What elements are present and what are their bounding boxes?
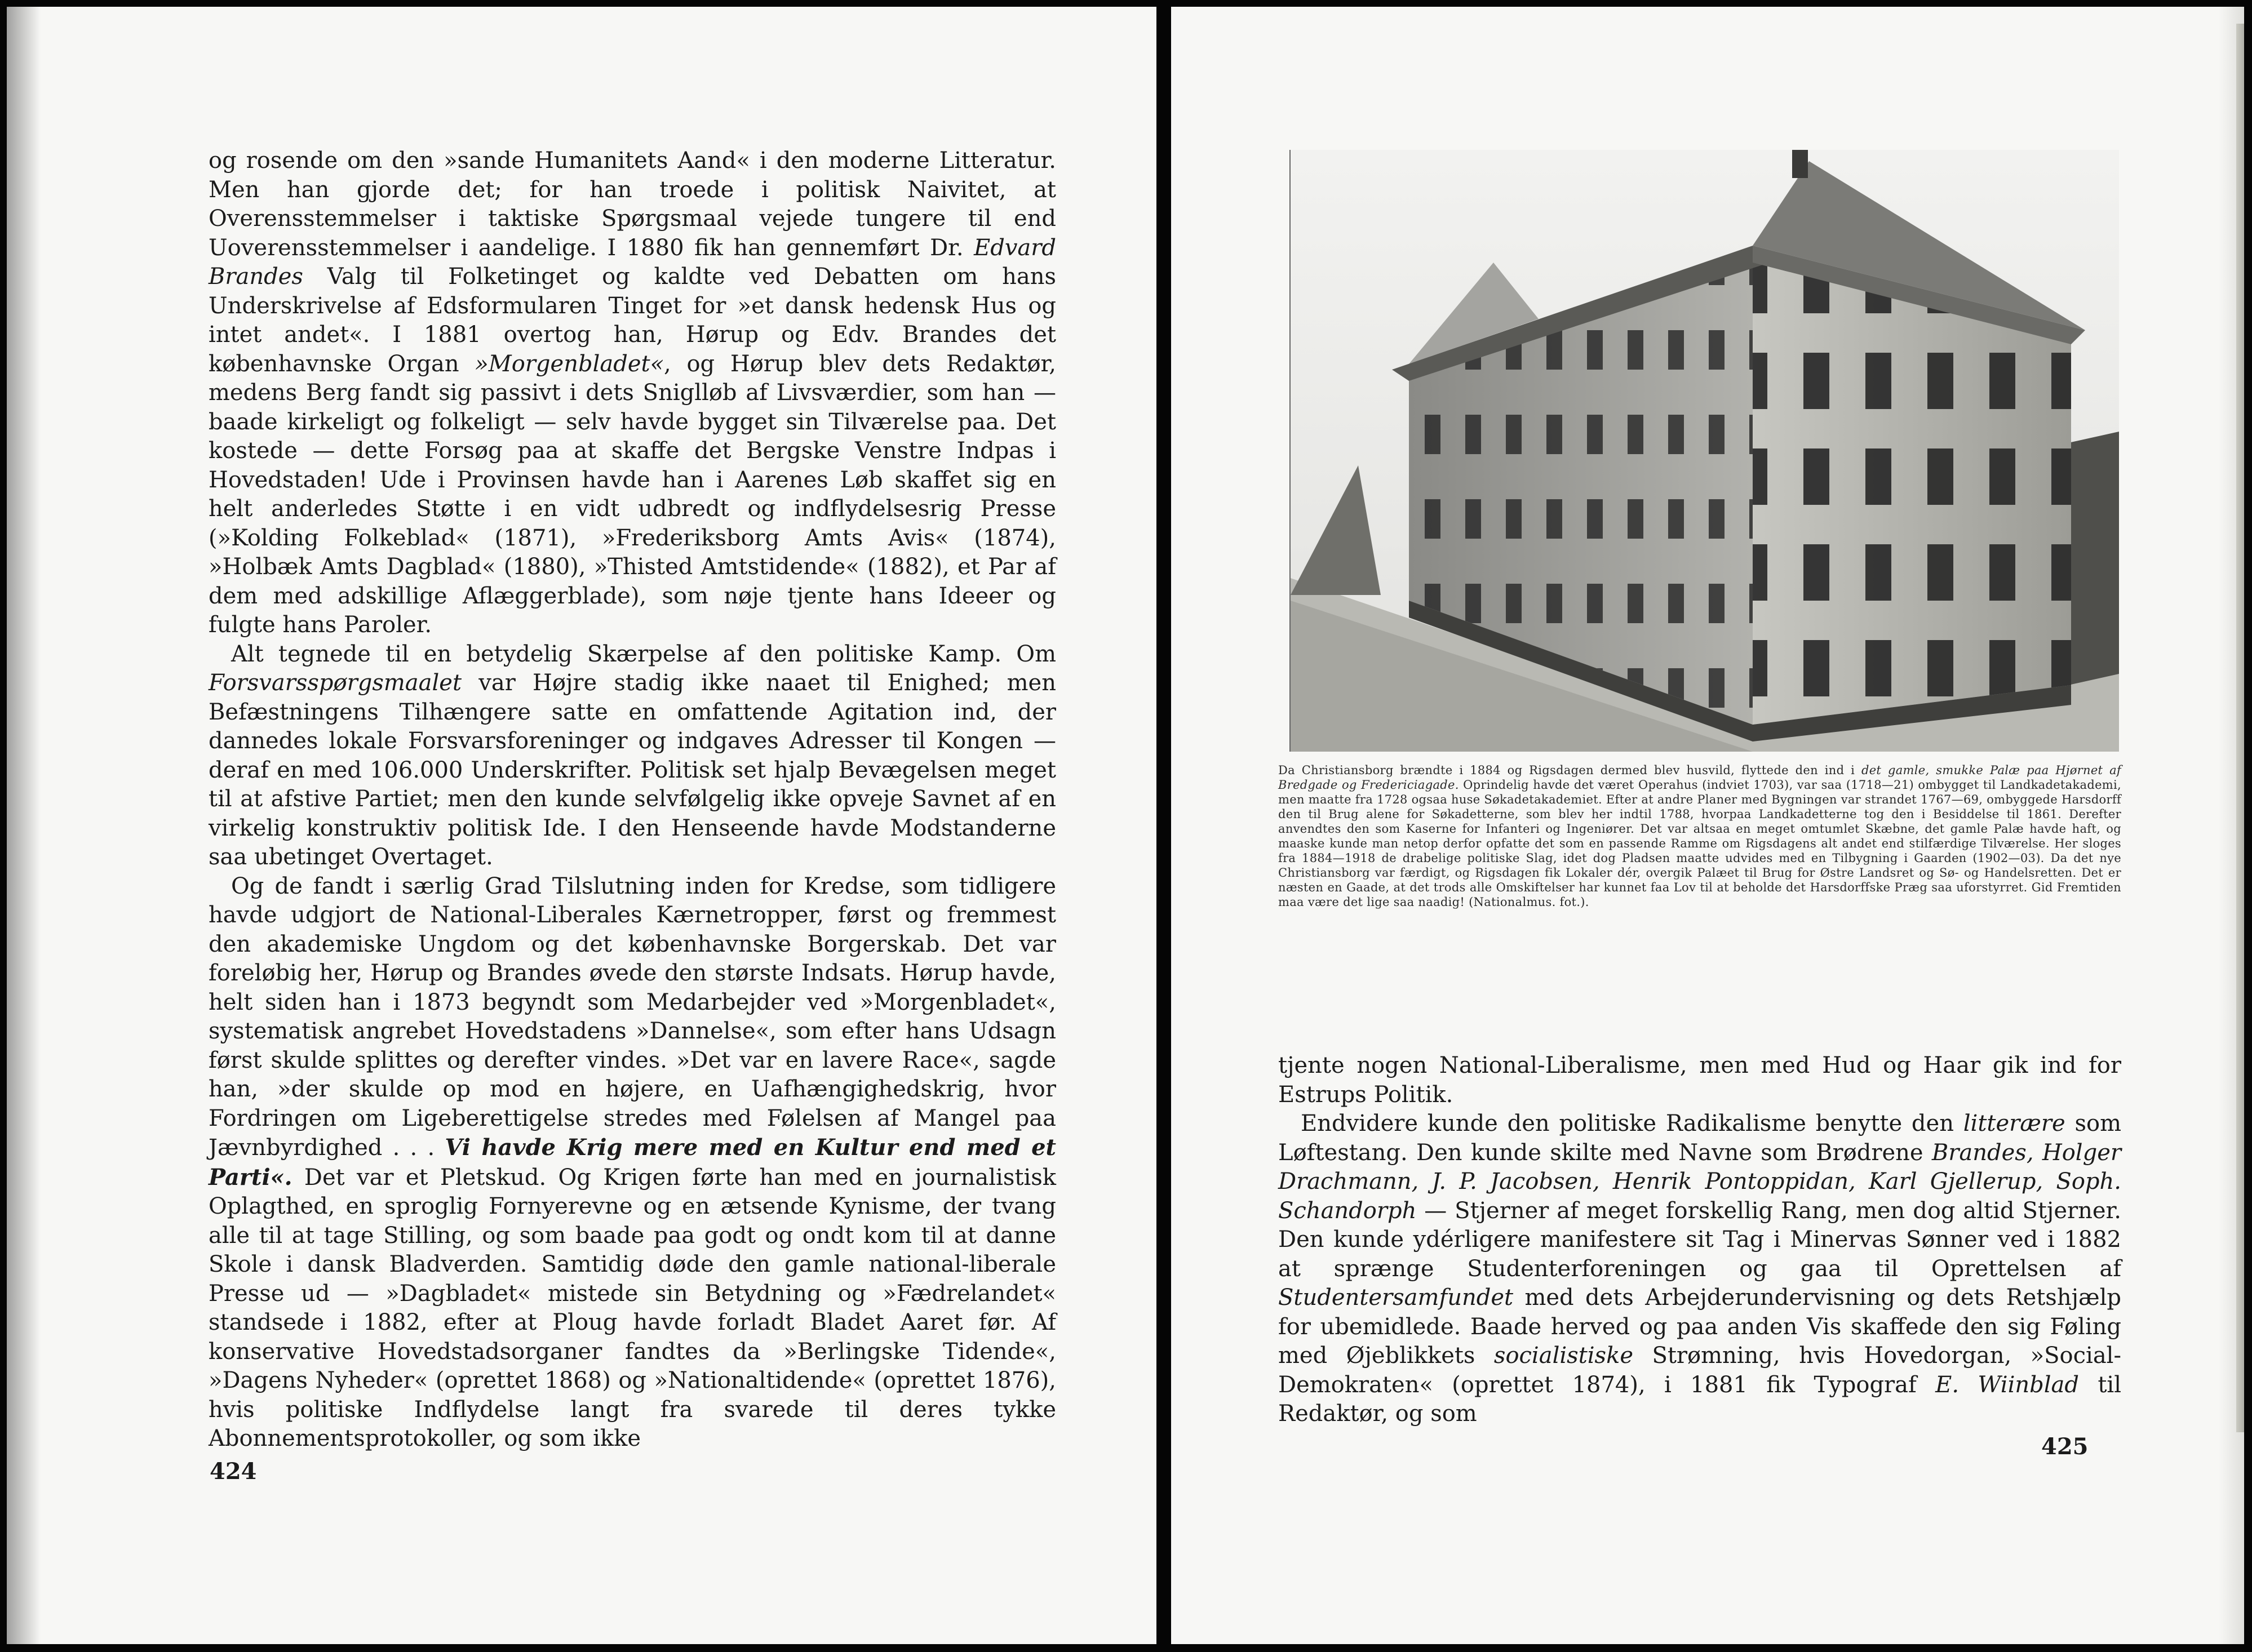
left-page-body: [209, 146, 1056, 1454]
right-page-body: [1278, 1051, 2121, 1429]
building-photo-icon: [1289, 150, 2119, 752]
paragraph: Endvidere kunde den politiske Radikalisme benytte den litterære som Løftestang. Den kunde skilte med Navne som Brødrene Brandes, Holger Drachmann, J. P. Jacobsen, Henrik Pontoppidan, Karl Gjellerup, Soph. Schandorph — Stjerner af meget forskellig Rang, men dog altid Stjerner. Den kunde ydérligere manifestere sit Tag i Minervas Sønner ved i 1882 at sprænge Studenterforeningen og gaa til Oprettelsen af Studentersamfundet med dets Arbejderundervisning og dets Retshjælp for ubemidlede. Baade herved og paa anden Vis skaffede den sig Føling med Øjeblikkets socialistiske Strømning, hvis Hovedorgan, »Social-Demokraten« (oprettet 1874), i 1881 fik Typograf E. Wiinblad til Redaktør, og som: [1278, 1111, 2121, 1427]
page-edge-shadow: [2219, 7, 2244, 1644]
paragraph: Og de fandt i særlig Grad Tilslutning inden for Kredse, som tidligere havde udgjort de National-Liberales Kærnetropper, først og fremmest den akademiske Ungdom og det københavnske Borgerskab. Det var foreløbig her, Hørup og Brandes øvede den største Indsats. Hørup havde, helt siden han i 1873 begyndt som Medarbejder ved »Morgenbladet«, systematisk angrebet Hovedstadens »Dannelse«, som efter hans Udsagn først skulde splittes og derefter vindes. »Det var en lavere Race«, sagde han, »der skulde op mod en højere, en Uafhængighedskrig, hvor Fordringen om Ligeberettigelse stredes med Følelsen af Mangel paa Jævnbyrdighed . . . Vi havde Krig mere med en Kultur end med et Parti«. Det var et Pletskud. Og Krigen førte han med en journalistisk Oplagthed, en sproglig Fornyerevne og en ætsende Kynisme, der tvang alle til at tage Stilling, og som baade paa godt og ondt kom til at danne Skole i dansk Bladverden. Samtidig døde den gamle national-liberale Presse ud — »Dagbladet« mistede sin Betydning og »Fædrelandet« standsede i 1882, efter at Ploug havde forladt Bladet Aaret før. Af konservative Hovedstadsorganer fandtes da »Berlingske Tidende«, »Dagens Nyheder« (oprettet 1868) og »Nationaltidende« (oprettet 1876), hvis politiske Indflydelse langt fra svarede til deres tykke Abonnementsprotokoller, og som ikke: [209, 873, 1056, 1451]
photo-caption: Da Christiansborg brændte i 1884 og Rigsdagen dermed blev husvild, flyttede den ind i det gamle, smukke Palæ paa Hjørnet af Bredgade og Fredericiagade. Oprindelig havde det været Operahus (indviet 1703), var saa (1718—21) ombygget til Landkadetakademi, men maatte fra 1728 ogsaa huse Søkadetakademiet. Efter at andre Planer med Bygningen var strandet 1767—69, ombyggede Harsdorff den til Brug alene for Søkadetterne, som blev her indtil 1788, hvorpaa Landkadetterne tog den i Besiddelse til 1861. Derefter anvendtes den som Kaserne for Infanteri og Ingeniører. Det var altsaa en meget omtumlet Skæbne, det gamle Palæ havde haft, og maaske kunde man netop derfor opfatte det som en passende Ramme om Rigsdagens alt andet end stilfærdige Tilværelse. Her sloges fra 1884—1918 de drabelige politiske Slag, idet dog Pladsen maatte udvides med en Tilbygning i Gaarden (1902—03). Da det nye Christiansborg var færdigt, og Rigsdagen fik Lokaler dér, overgik Palæet til Brug for Østre Landsret og Sø- og Handelsretten. Det er næsten en Gaade, at det trods alle Omskiftelser har kunnet faa Lov til at beholde det Harsdorffske Præg saa uforstyrret. Gid Fremtiden maa være det lige saa naadig! (Nationalmus. fot.).: [1278, 763, 2122, 909]
page-number: 425: [2041, 1433, 2089, 1460]
paragraph: og rosende om den »sande Humanitets Aand« i den moderne Litteratur. Men han gjorde det; for han troede i politisk Naivitet, at Overensstemmelser i taktiske Spørgsmaal vejede tungere til end Uoverensstemmelser i aandelige. I 1880 fik han gennemført Dr. Edvard Brandes Valg til Folketinget og kaldte ved Debatten om hans Underskrivelse af Edsformularen Tinget for »et dansk hedensk Hus og intet andet«. I 1881 overtog han, Hørup og Edv. Brandes det københavnske Organ »Morgenbladet«, og Hørup blev dets Redaktør, medens Berg fandt sig passivt i dets Sniglløb af Livsværdier, som han — baade kirkeligt og folkeligt — selv havde bygget sin Tilværelse paa. Det kostede — dette Forsøg paa at skaffe det Bergske Venstre Indpas i Hovedstaden! Ude i Provinsen havde han i Aarenes Løb skaffet sig en helt anderledes Støtte i en vidt udbredt og indflydelsesrig Presse (»Kolding Folkeblad« (1871), »Frederiksborg Amts Avis« (1874), »Holbæk Amts Dagblad« (1880), »Thisted Amtstidende« (1882), et Par af dem med adskillige Aflæggerblade), som nøje tjente hans Ideeer og fulgte hans Paroler.: [209, 148, 1057, 638]
right-page: [1171, 7, 2244, 1644]
page-gutter-shadow: [7, 7, 41, 1644]
paragraph: Alt tegnede til en betydelig Skærpelse af den politiske Kamp. Om Forsvarsspørgsmaalet var Højre stadig ikke naaet til Enighed; men Befæstningens Tilhængere satte en omfattende Agitation ind, der dannedes lokale Forsvarsforeninger og indgaves Adresser til Kongen — deraf en med 106.000 Underskrifter. Politisk set hjalp Bevægelsen meget til at afstive Partiet; men den kunde selvfølgelig ikke opveje Savnet af en virkelig konstruktiv politisk Ide. I den Henseende havde Modstanderne saa ubetinget Overtaget.: [209, 641, 1056, 870]
page-number: 424: [210, 1458, 257, 1485]
paragraph: tjente nogen National-Liberalisme, men med Hud og Haar gik ind for Estrups Politik.: [1278, 1053, 2121, 1108]
left-page: [7, 7, 1156, 1644]
